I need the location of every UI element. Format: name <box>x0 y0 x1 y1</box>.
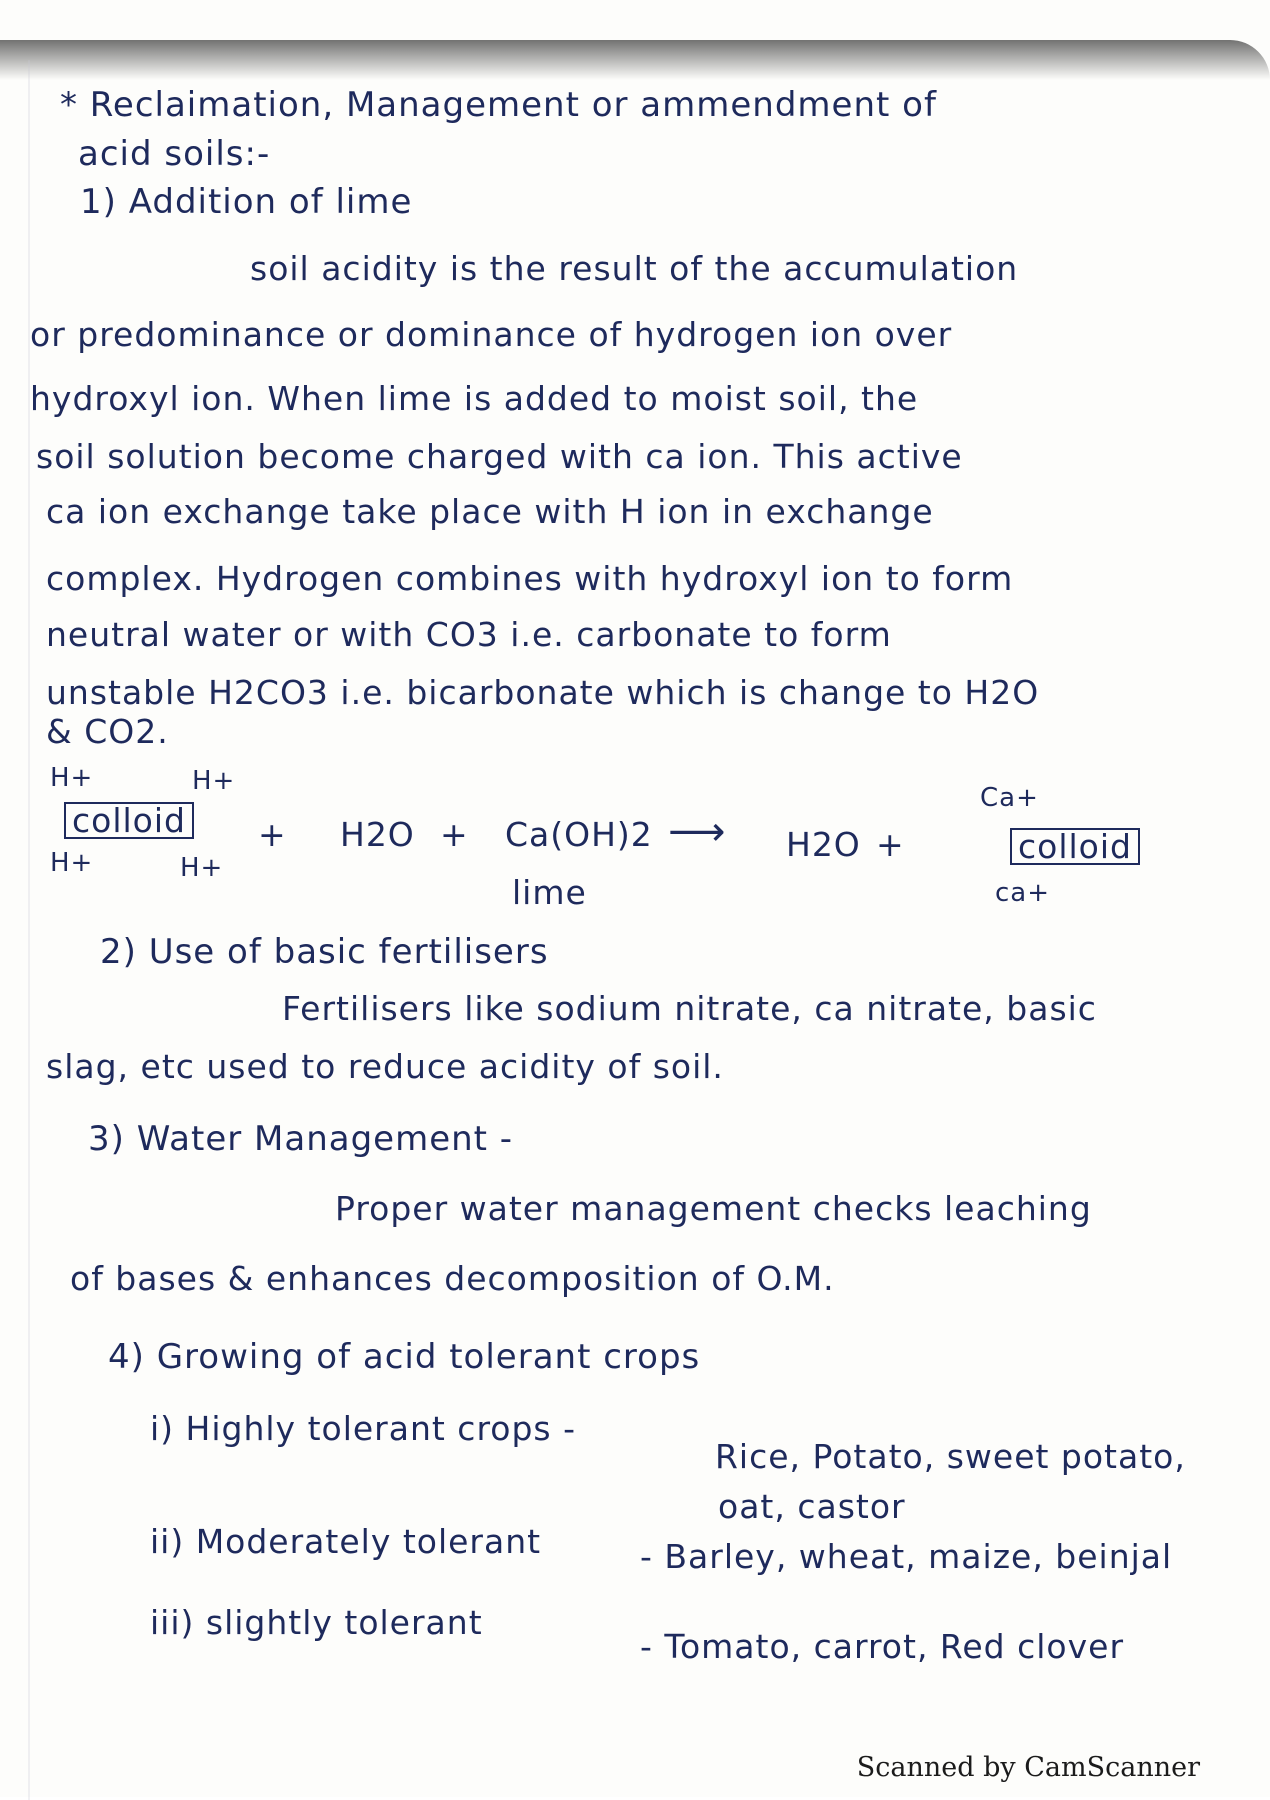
paragraph1-line: complex. Hydrogen combines with hydroxyl ion to form <box>46 559 1014 598</box>
equation-h-bottom-left: H+ <box>50 848 94 878</box>
paragraph1-line: or predominance or dominance of hydrogen ion over <box>30 315 953 354</box>
equation-colloid-left: colloid <box>64 802 194 839</box>
paragraph1-line: hydroxyl ion. When lime is added to moist soil, the <box>30 379 919 418</box>
paragraph2-line: Fertilisers like sodium nitrate, ca nitrate, basic <box>282 989 1097 1028</box>
crops-slightly-label: iii) slightly tolerant <box>150 1603 483 1642</box>
title-line-2: acid soils:- <box>78 134 271 174</box>
section3-heading: 3) Water Management - <box>88 1119 514 1159</box>
section4-heading: 4) Growing of acid tolerant crops <box>108 1337 701 1377</box>
scanner-watermark: Scanned by CamScanner <box>856 1752 1200 1783</box>
crops-moderately-value: - Barley, wheat, maize, beinjal <box>640 1537 1173 1576</box>
equation-water: H2O <box>786 825 861 864</box>
equation-plus: + <box>440 815 469 854</box>
equation-plus: + <box>876 825 905 864</box>
section1-heading: 1) Addition of lime <box>80 182 413 222</box>
paragraph3-line: Proper water management checks leaching <box>335 1189 1092 1228</box>
equation-water: H2O <box>340 815 415 854</box>
paragraph1-line: soil solution become charged with ca ion. This active <box>36 437 963 476</box>
page-edge-shadow <box>0 40 1270 80</box>
crops-highly-value: Rice, Potato, sweet potato, <box>715 1437 1186 1476</box>
title-line-1: * Reclaimation, Management or ammendment of <box>60 85 937 125</box>
paragraph3-line: of bases & enhances decomposition of O.M. <box>70 1259 835 1298</box>
equation-lime-formula: Ca(OH)2 <box>505 815 653 854</box>
equation-lime-label: lime <box>512 873 587 912</box>
equation-ca-top: Ca+ <box>980 783 1039 813</box>
equation-h-top-left: H+ <box>50 763 94 793</box>
paragraph1-line: & CO2. <box>46 712 169 751</box>
paragraph1-line: soil acidity is the result of the accumulation <box>250 249 1019 288</box>
paragraph2-line: slag, etc used to reduce acidity of soil. <box>46 1047 724 1086</box>
paragraph1-line: ca ion exchange take place with H ion in exchange <box>46 492 934 531</box>
paragraph1-line: unstable H2CO3 i.e. bicarbonate which is change to H2O <box>46 673 1040 712</box>
equation-h-top-right: H+ <box>192 766 236 796</box>
equation-h-bottom-right: H+ <box>180 853 224 883</box>
section2-heading: 2) Use of basic fertilisers <box>100 932 549 972</box>
crops-slightly-value: - Tomato, carrot, Red clover <box>640 1627 1125 1666</box>
crops-highly-value: oat, castor <box>718 1487 906 1526</box>
crops-highly-label: i) Highly tolerant crops - <box>150 1409 577 1448</box>
equation-colloid-right: colloid <box>1010 828 1140 865</box>
paragraph1-line: neutral water or with CO3 i.e. carbonate to form <box>46 615 892 654</box>
equation-arrow: ⟶ <box>668 809 727 855</box>
equation-ca-bottom: ca+ <box>995 878 1051 908</box>
crops-moderately-label: ii) Moderately tolerant <box>150 1522 542 1561</box>
equation-plus: + <box>258 815 287 854</box>
